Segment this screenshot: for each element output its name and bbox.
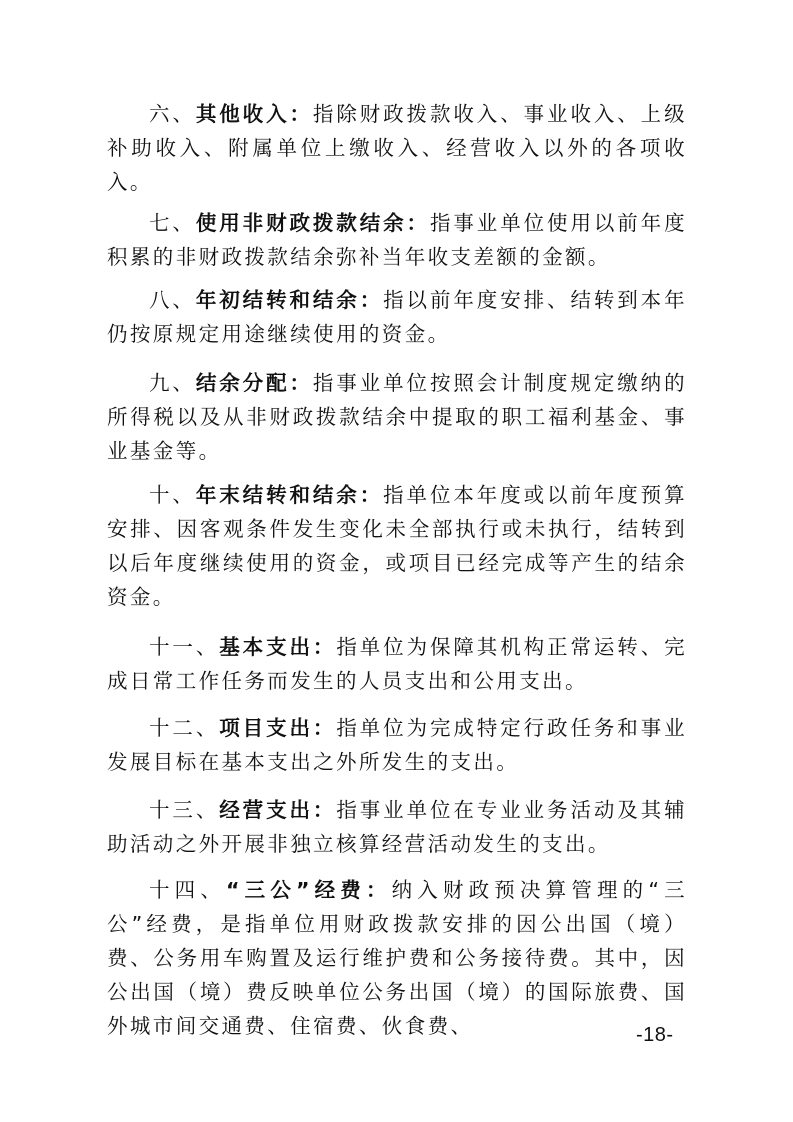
paragraph-non-fiscal-balance bbox=[107, 206, 687, 274]
definition-text: 指事业单位使用以前年度积累的非财政拨款结余弥补当年收支差额的金额。 bbox=[107, 211, 687, 269]
definition-text: 指单位为完成特定行政任务和事业发展目标在基本支出之外所发生的支出。 bbox=[107, 716, 688, 774]
definition-text: 指单位本年度或以前年度预算安排、因客观条件发生变化未全部执行或未执行，结转到以后年度继续使用的资金，或项目已经完成等产生的结余资金。 bbox=[107, 483, 687, 609]
paragraph-operating-expenditure bbox=[107, 793, 687, 861]
paragraph-number: 七、 bbox=[149, 211, 196, 235]
paragraph-other-income bbox=[107, 97, 687, 199]
paragraph-number: 六、 bbox=[149, 102, 196, 126]
paragraph-basic-expenditure bbox=[107, 630, 687, 698]
term-label: 年末结转和结余： bbox=[195, 483, 384, 507]
term-label: “三公”经费： bbox=[226, 878, 392, 902]
definition-text: 指事业单位在专业业务活动及其辅助活动之外开展非独立核算经营活动发生的支出。 bbox=[107, 798, 688, 856]
paragraph-number: 十四、 bbox=[149, 878, 227, 902]
paragraph-number: 十二、 bbox=[149, 716, 220, 740]
paragraph-opening-carryover bbox=[107, 283, 687, 351]
term-label: 基本支出： bbox=[219, 635, 337, 659]
definition-text: 纳入财政预决算管理的“三公”经费，是指单位用财政拨款安排的因公出国（境）费、公务用车购置及运行维护费和公务接待费。其中，因公出国（境）费反映单位公务出国（境）的国际旅费、国外城市间交通费、住宿费、伙食费、 bbox=[107, 878, 688, 1038]
definition-text: 指事业单位按照会计制度规定缴纳的所得税以及从非财政拨款结余中提取的职工福利基金、事业基金等。 bbox=[107, 371, 687, 463]
paragraph-closing-carryover bbox=[107, 478, 687, 614]
paragraph-three-public-expenses bbox=[107, 873, 687, 1043]
paragraph-balance-distribution bbox=[107, 366, 687, 468]
term-label: 使用非财政拨款结余： bbox=[195, 211, 430, 235]
definition-text: 指单位为保障其机构正常运转、完成日常工作任务而发生的人员支出和公用支出。 bbox=[107, 635, 688, 693]
paragraph-project-expenditure bbox=[107, 711, 687, 779]
paragraph-number: 八、 bbox=[149, 288, 196, 312]
paragraph-number: 十三、 bbox=[149, 798, 220, 822]
page-number: -18- bbox=[636, 1024, 674, 1046]
term-label: 结余分配： bbox=[195, 371, 313, 395]
term-label: 年初结转和结余： bbox=[195, 288, 384, 312]
paragraph-number: 十一、 bbox=[149, 635, 220, 659]
paragraph-number: 九、 bbox=[149, 371, 196, 395]
term-label: 项目支出： bbox=[219, 716, 337, 740]
definition-text: 指除财政拨款收入、事业收入、上级补助收入、附属单位上缴收入、经营收入以外的各项收入。 bbox=[107, 102, 687, 194]
term-label: 经营支出： bbox=[219, 798, 337, 822]
definition-text: 指以前年度安排、结转到本年仍按原规定用途继续使用的资金。 bbox=[107, 288, 687, 346]
term-label: 其他收入： bbox=[195, 102, 313, 126]
paragraph-number: 十、 bbox=[149, 483, 196, 507]
